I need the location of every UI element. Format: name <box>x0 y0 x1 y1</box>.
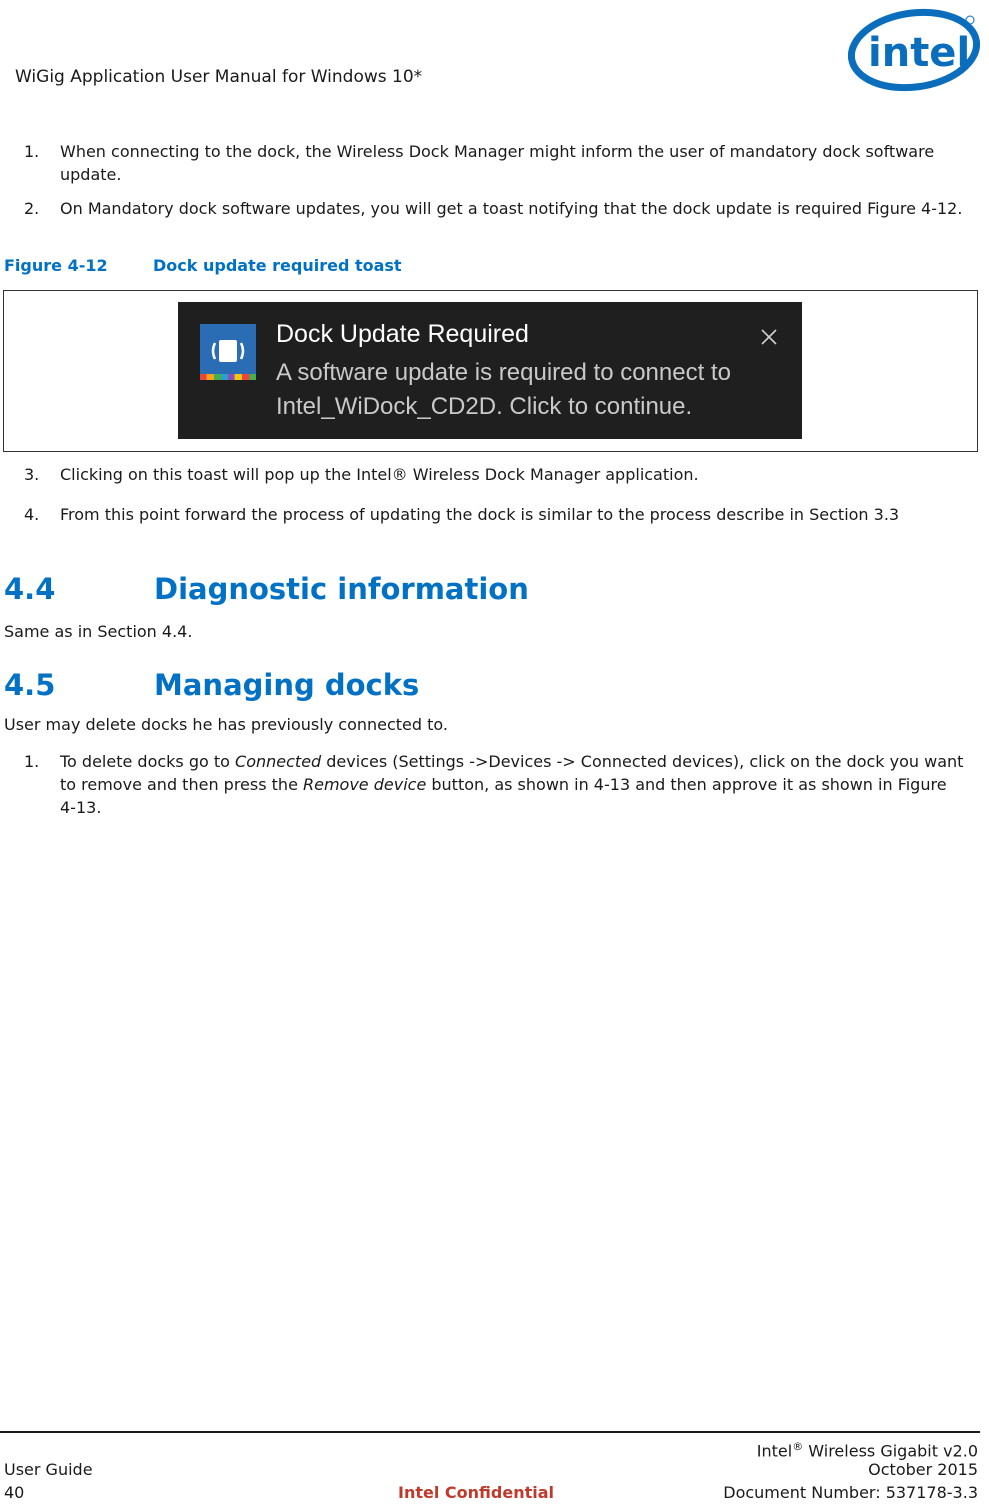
figure-title: Dock update required toast <box>153 256 402 275</box>
footer-divider <box>0 1431 980 1433</box>
footer-product: Intel® Wireless Gigabit v2.0 <box>756 1440 978 1461</box>
close-icon[interactable] <box>758 326 780 348</box>
svg-text:intel: intel <box>868 30 971 76</box>
toast-body: A software update is required to connect to Intel_WiDock_CD2D. Click to continue. <box>276 359 731 420</box>
section-title: Managing docks <box>154 668 420 702</box>
figure-label: Figure 4-12 <box>4 256 108 275</box>
footer-date: October 2015 <box>868 1460 978 1479</box>
section-heading <box>4 668 420 702</box>
section-body: Same as in Section 4.4. <box>4 622 193 641</box>
intel-logo <box>848 0 980 94</box>
footer-page-number: 40 <box>4 1483 25 1502</box>
footer-confidential: Intel Confidential <box>398 1483 554 1502</box>
footer-doc-type: User Guide <box>4 1460 93 1479</box>
section-number: 4.5 <box>4 668 56 702</box>
wireless-dock-icon <box>200 324 256 380</box>
document-header-title: WiGig Application User Manual for Windows 10* <box>15 67 423 87</box>
figure-caption <box>4 256 402 275</box>
toast-notification[interactable] <box>178 302 802 439</box>
toast-title: Dock Update Required <box>276 320 529 348</box>
footer-doc-number: Document Number: 537178-3.3 <box>723 1483 978 1502</box>
section-number: 4.4 <box>4 572 56 606</box>
section-title: Diagnostic information <box>154 572 529 606</box>
section-heading <box>4 572 529 606</box>
section-body: User may delete docks he has previously connected to. <box>4 715 448 734</box>
